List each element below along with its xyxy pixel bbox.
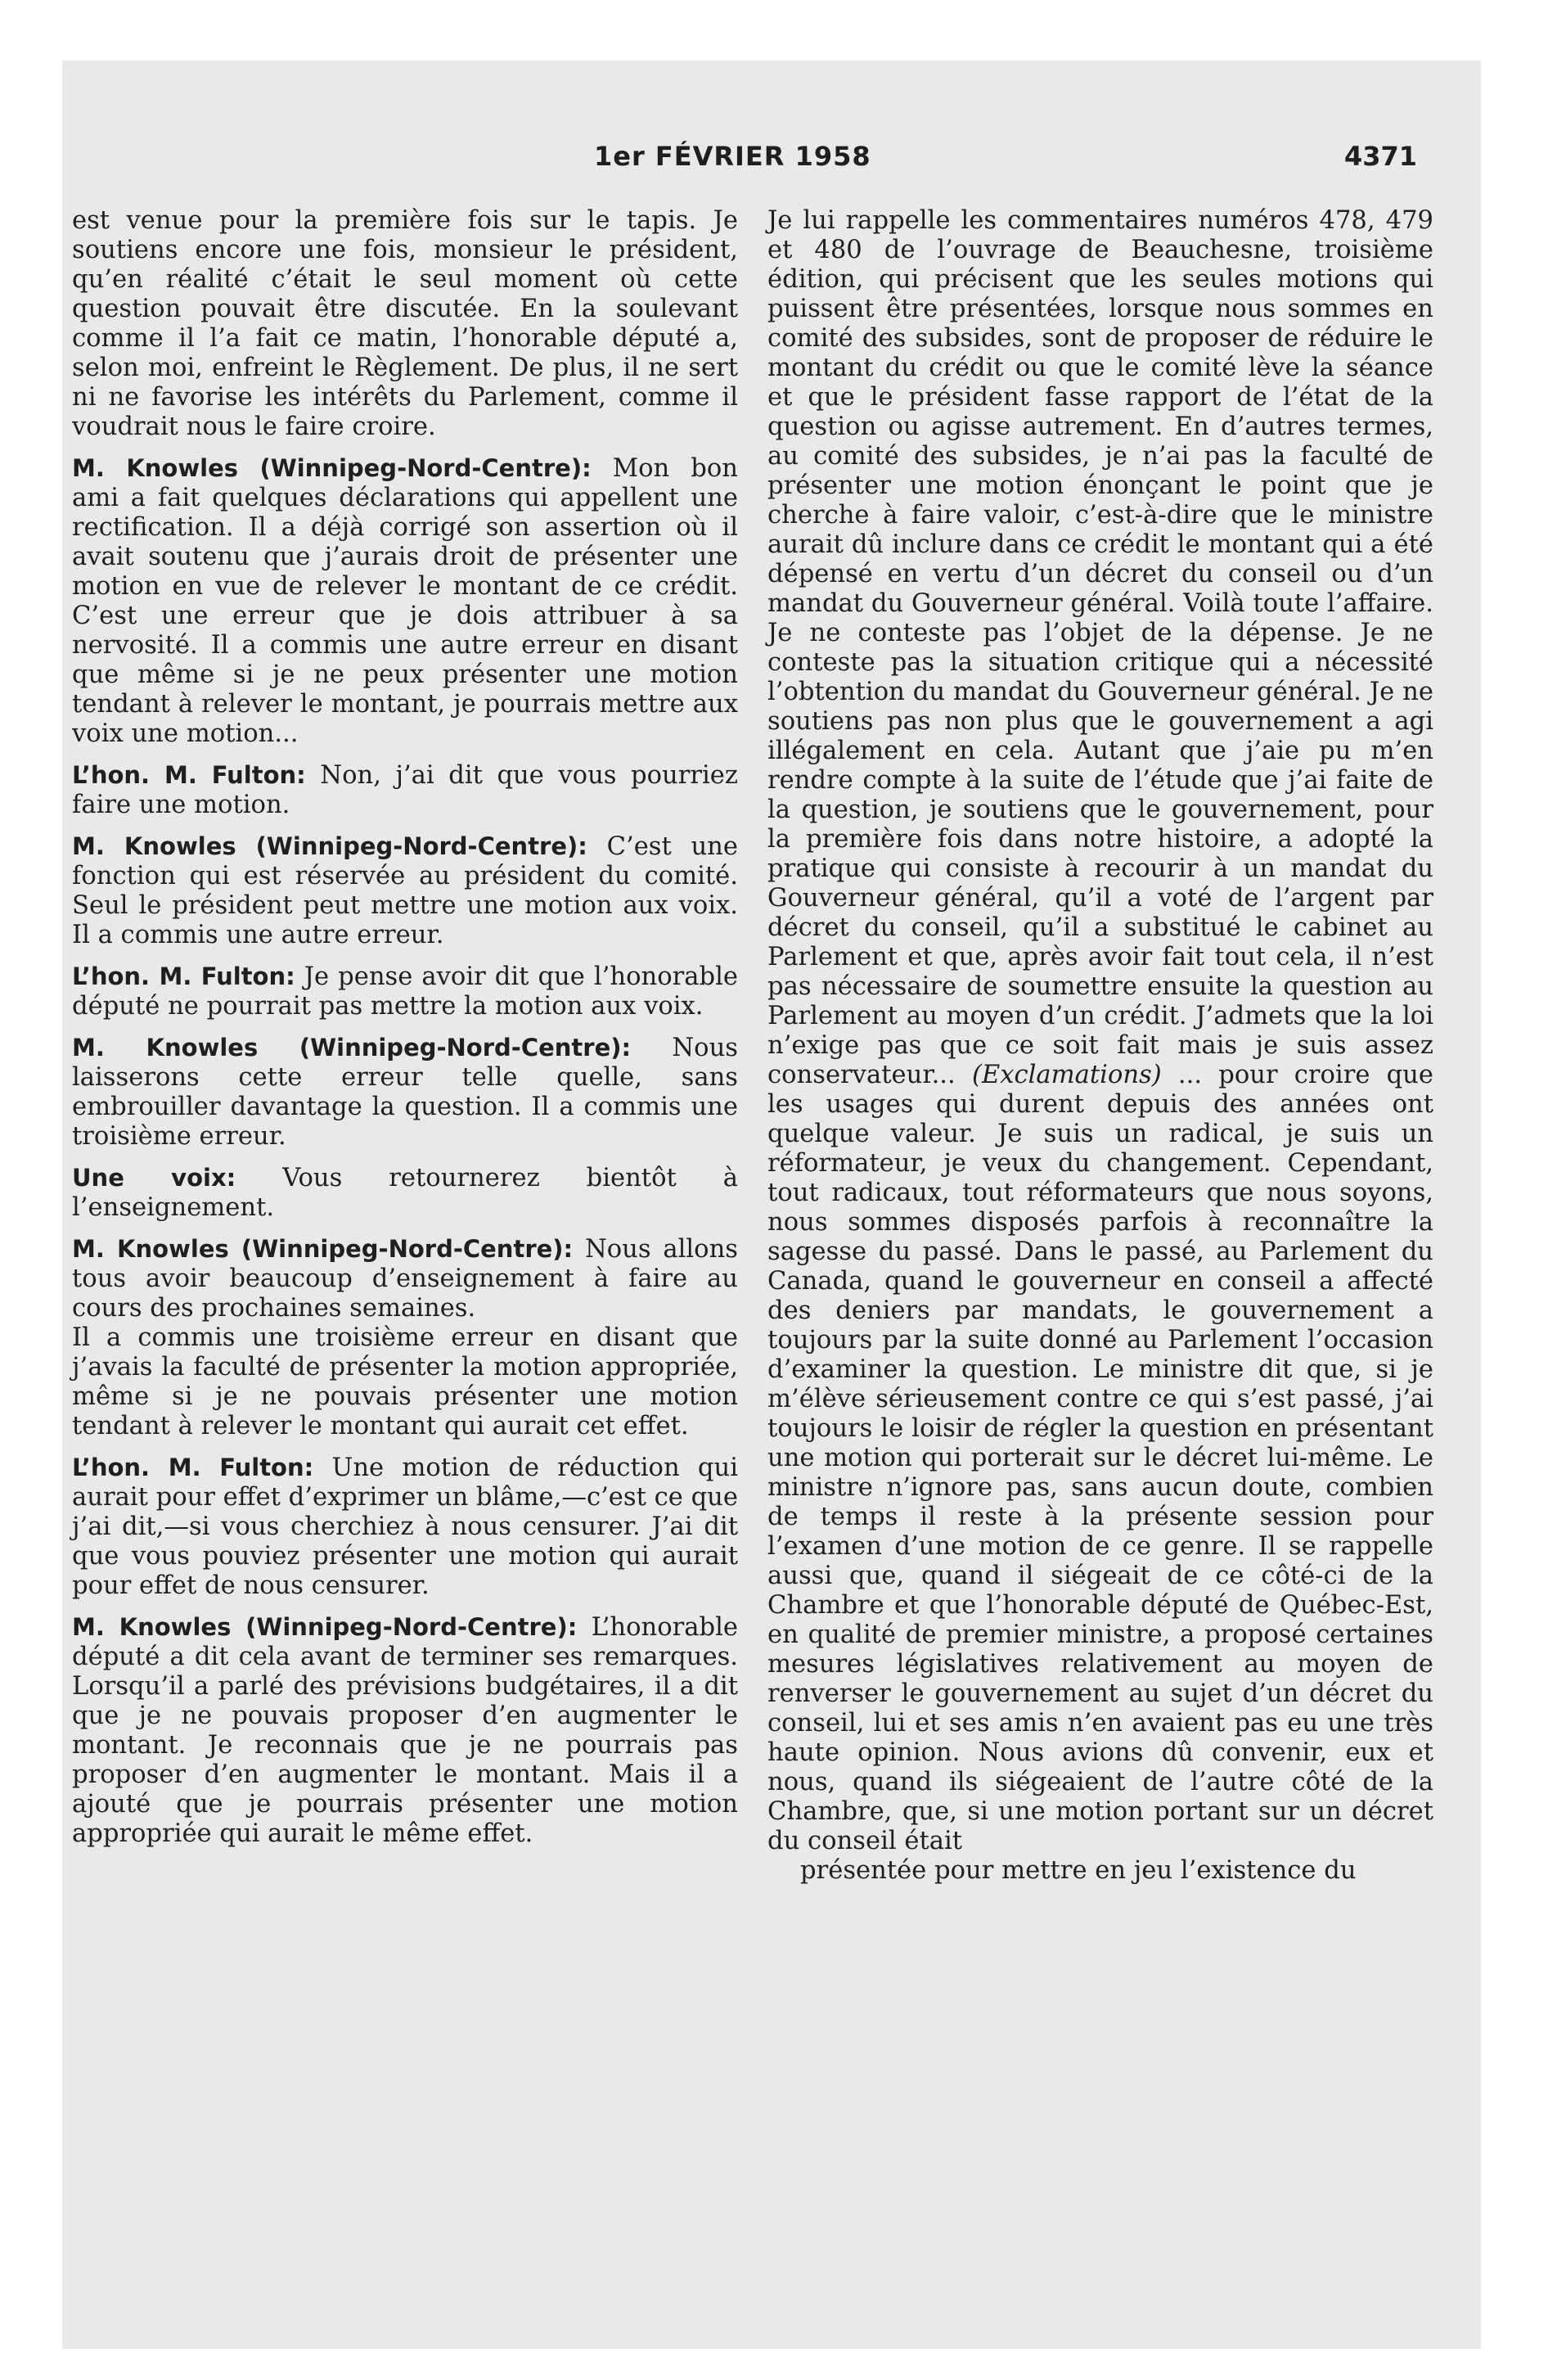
speaker-name: L’hon. M. Fulton: — [72, 761, 306, 789]
paragraph — [72, 832, 738, 950]
paragraph-text: Mon bon ami a fait quelques déclarations qui appellent une rectification. Il a déjà corrigé son assertion où il avait soutenu que j’aurais droit de présenter une motion en vue de relever le montant de ce crédit. C’est une erreur que je dois attribuer à sa nervosité. Il a commis une autre erreur en disant que même si je ne peux présenter une motion tendant à relever le montant, je pourrais mettre aux voix une motion... — [72, 454, 738, 748]
paragraph — [72, 962, 738, 1021]
speaker-name: M. Knowles (Winnipeg-Nord-Centre): — [72, 454, 592, 482]
paragraph-text: Je lui rappelle les commentaires numéros 478, 479 et 480 de l’ouvrage de Beauchesne, troisième édition, qui précisent que les seules motions qui puissent être présentées, lorsque nous sommes en comité des subsides, sont de proposer de réduire le montant du crédit ou que le comité lève la séance et que le président fasse rapport de l’état de la question ou agisse autrement. En d’autres termes, au comité des subsides, je n’ai pas la faculté de présenter une motion énonçant le point que je cherche à faire valoir, c’est-à-dire que le ministre aurait dû inclure dans ce crédit le montant qui a été dépensé en vertu d’un décret du conseil ou d’un mandat du Gouverneur général. Voilà toute l’affaire. Je ne conteste pas l’objet de la dépense. Je ne conteste pas la situation critique qui a nécessité l’obtention du mandat du Gouverneur général. Je ne soutiens pas non plus que le gouvernement a agi illégalement en cela. Autant que j’aie pu m’en rendre compte à la suite de l’étude que j’ai faite de la question, je soutiens que le gouvernement, pour la première fois dans notre histoire, a adopté la pratique qui consiste à recourir à un mandat du Gouverneur général, qu’il a voté de l’argent par décret du conseil, qu’il a substitué le cabinet au Parlement et que, après avoir fait tout cela, il n’est pas nécessaire de soumettre ensuite la question au Parlement au moyen d’un crédit. J’admets que la loi n’exige pas que ce soit fait mais je suis assez conservateur... — [767, 206, 1433, 1089]
paragraph — [72, 1163, 738, 1223]
paragraph-text: ... pour croire que les usages qui durent depuis des années ont quelque valeur. Je suis un radical, je suis un réformateur, je veux du changement. Cependant, tout radicaux, tout réformateurs que nous soyons, nous sommes disposés parfois à reconnaître la sagesse du passé. Dans le passé, au Parlement du Canada, quand le gouverneur en conseil a affecté des deniers par mandats, le gouvernement a toujours par la suite donné au Parlement l’occasion d’examiner la question. Le ministre dit que, si je m’élève sérieusement contre ce qui s’est passé, j’ai toujours le loisir de régler la question en présentant une motion qui porterait sur le décret lui-même. Le ministre n’ignore pas, sans aucun doute, combien de temps il reste à la présente session pour l’examen d’une motion de ce genre. Il se rappelle aussi que, quand il siégeait de ce côté-ci de la Chambre et que l’honorable député de Québec-Est, en qualité de premier ministre, a proposé certaines mesures législatives relativement au moyen de renverser le gouvernement au sujet d’un décret du conseil, lui et ses amis n’en avaient pas eu une très haute opinion. Nous avions dû convenir, eux et nous, quand ils siégeaient de l’autre côté de la Chambre, que, si une motion portant sur un décret du conseil était — [767, 1061, 1433, 1855]
paragraph-continuation — [767, 1856, 1433, 1886]
right-column — [767, 206, 1433, 1897]
paragraph-text: Nous laisserons cette erreur telle quelle, sans embrouiller davantage la question. Il a commis une troisième erreur. — [72, 1034, 738, 1151]
paragraph — [72, 1033, 738, 1152]
paragraph-text: Il a commis une troisième erreur en disant que j’avais la faculté de présenter la motion appropriée, même si je ne pouvais présenter une motion tendant à relever le montant qui aurait cet effet. — [72, 1323, 738, 1440]
speaker-name: M. Knowles (Winnipeg-Nord-Centre): — [72, 1235, 574, 1263]
paragraph-text: L’honorable député a dit cela avant de terminer ses remarques. Lorsqu’il a parlé des prévisions budgétaires, il a dit que je ne pouvais proposer d’en augmenter le montant. Je reconnais que je ne pourrais pas proposer d’en augmenter le montant. Mais il a ajouté que je pourrais présenter une motion appropriée qui aurait le même effet. — [72, 1613, 738, 1848]
speaker-name: L’hon. M. Fulton: — [72, 962, 295, 990]
paragraph-text: Vous retournerez bientôt à l’enseignement. — [72, 1164, 738, 1222]
speaker-name: Une voix: — [72, 1164, 236, 1192]
page-number: 4371 — [1343, 141, 1417, 172]
paragraph-text: Non, j’ai dit que vous pourriez faire une motion. — [72, 761, 738, 819]
page-header — [62, 141, 1481, 190]
paragraph — [72, 206, 738, 442]
paragraph-text: C’est une fonction qui est réservée au président du comité. Seul le président peut mettre une motion aux voix. Il a commis une autre erreur. — [72, 832, 738, 949]
paragraph-text: Une motion de réduction qui aurait pour effet d’exprimer un blâme,—c’est ce que j’ai dit,—si vous cherchiez à nous censurer. J’ai dit que vous pouviez présenter une motion qui aurait pour effet de nous censurer. — [72, 1454, 739, 1600]
speaker-name: M. Knowles (Winnipeg-Nord-Centre): — [72, 1613, 578, 1641]
paragraph — [72, 1453, 738, 1601]
paragraph — [72, 760, 738, 820]
speaker-name: M. Knowles (Winnipeg-Nord-Centre): — [72, 1034, 632, 1062]
paragraph — [767, 206, 1433, 1856]
paragraph-text: est venue pour la première fois sur le tapis. Je soutiens encore une fois, monsieur le président, qu’en réalité c’était le seul moment où cette question pouvait être discutée. En la soulevant comme il l’a fait ce matin, l’honorable député a, selon moi, enfreint le Règlement. De plus, il ne sert ni ne favorise les intérêts du Parlement, comme il voudrait nous le faire croire. — [72, 206, 738, 441]
paragraph-text: Nous allons tous avoir beaucoup d’enseignement à faire au cours des prochaines semaines. — [72, 1235, 738, 1323]
paragraph — [72, 1323, 738, 1441]
paragraph — [72, 1234, 738, 1323]
scanned-page — [62, 61, 1481, 2349]
speaker-name: L’hon. M. Fulton: — [72, 1454, 314, 1481]
speaker-name: M. Knowles (Winnipeg-Nord-Centre): — [72, 832, 587, 860]
paragraph-text: présentée pour mettre en jeu l’existence du — [800, 1856, 1357, 1885]
page-date-title: 1er FÉVRIER 1958 — [594, 141, 871, 172]
left-column — [72, 206, 738, 1860]
paragraph — [72, 453, 738, 749]
paragraph-text: Je pense avoir dit que l’honorable député ne pourrait pas mettre la motion aux voix. — [72, 962, 738, 1021]
italic-interjection: (Exclamations) — [971, 1061, 1162, 1089]
paragraph — [72, 1612, 738, 1849]
